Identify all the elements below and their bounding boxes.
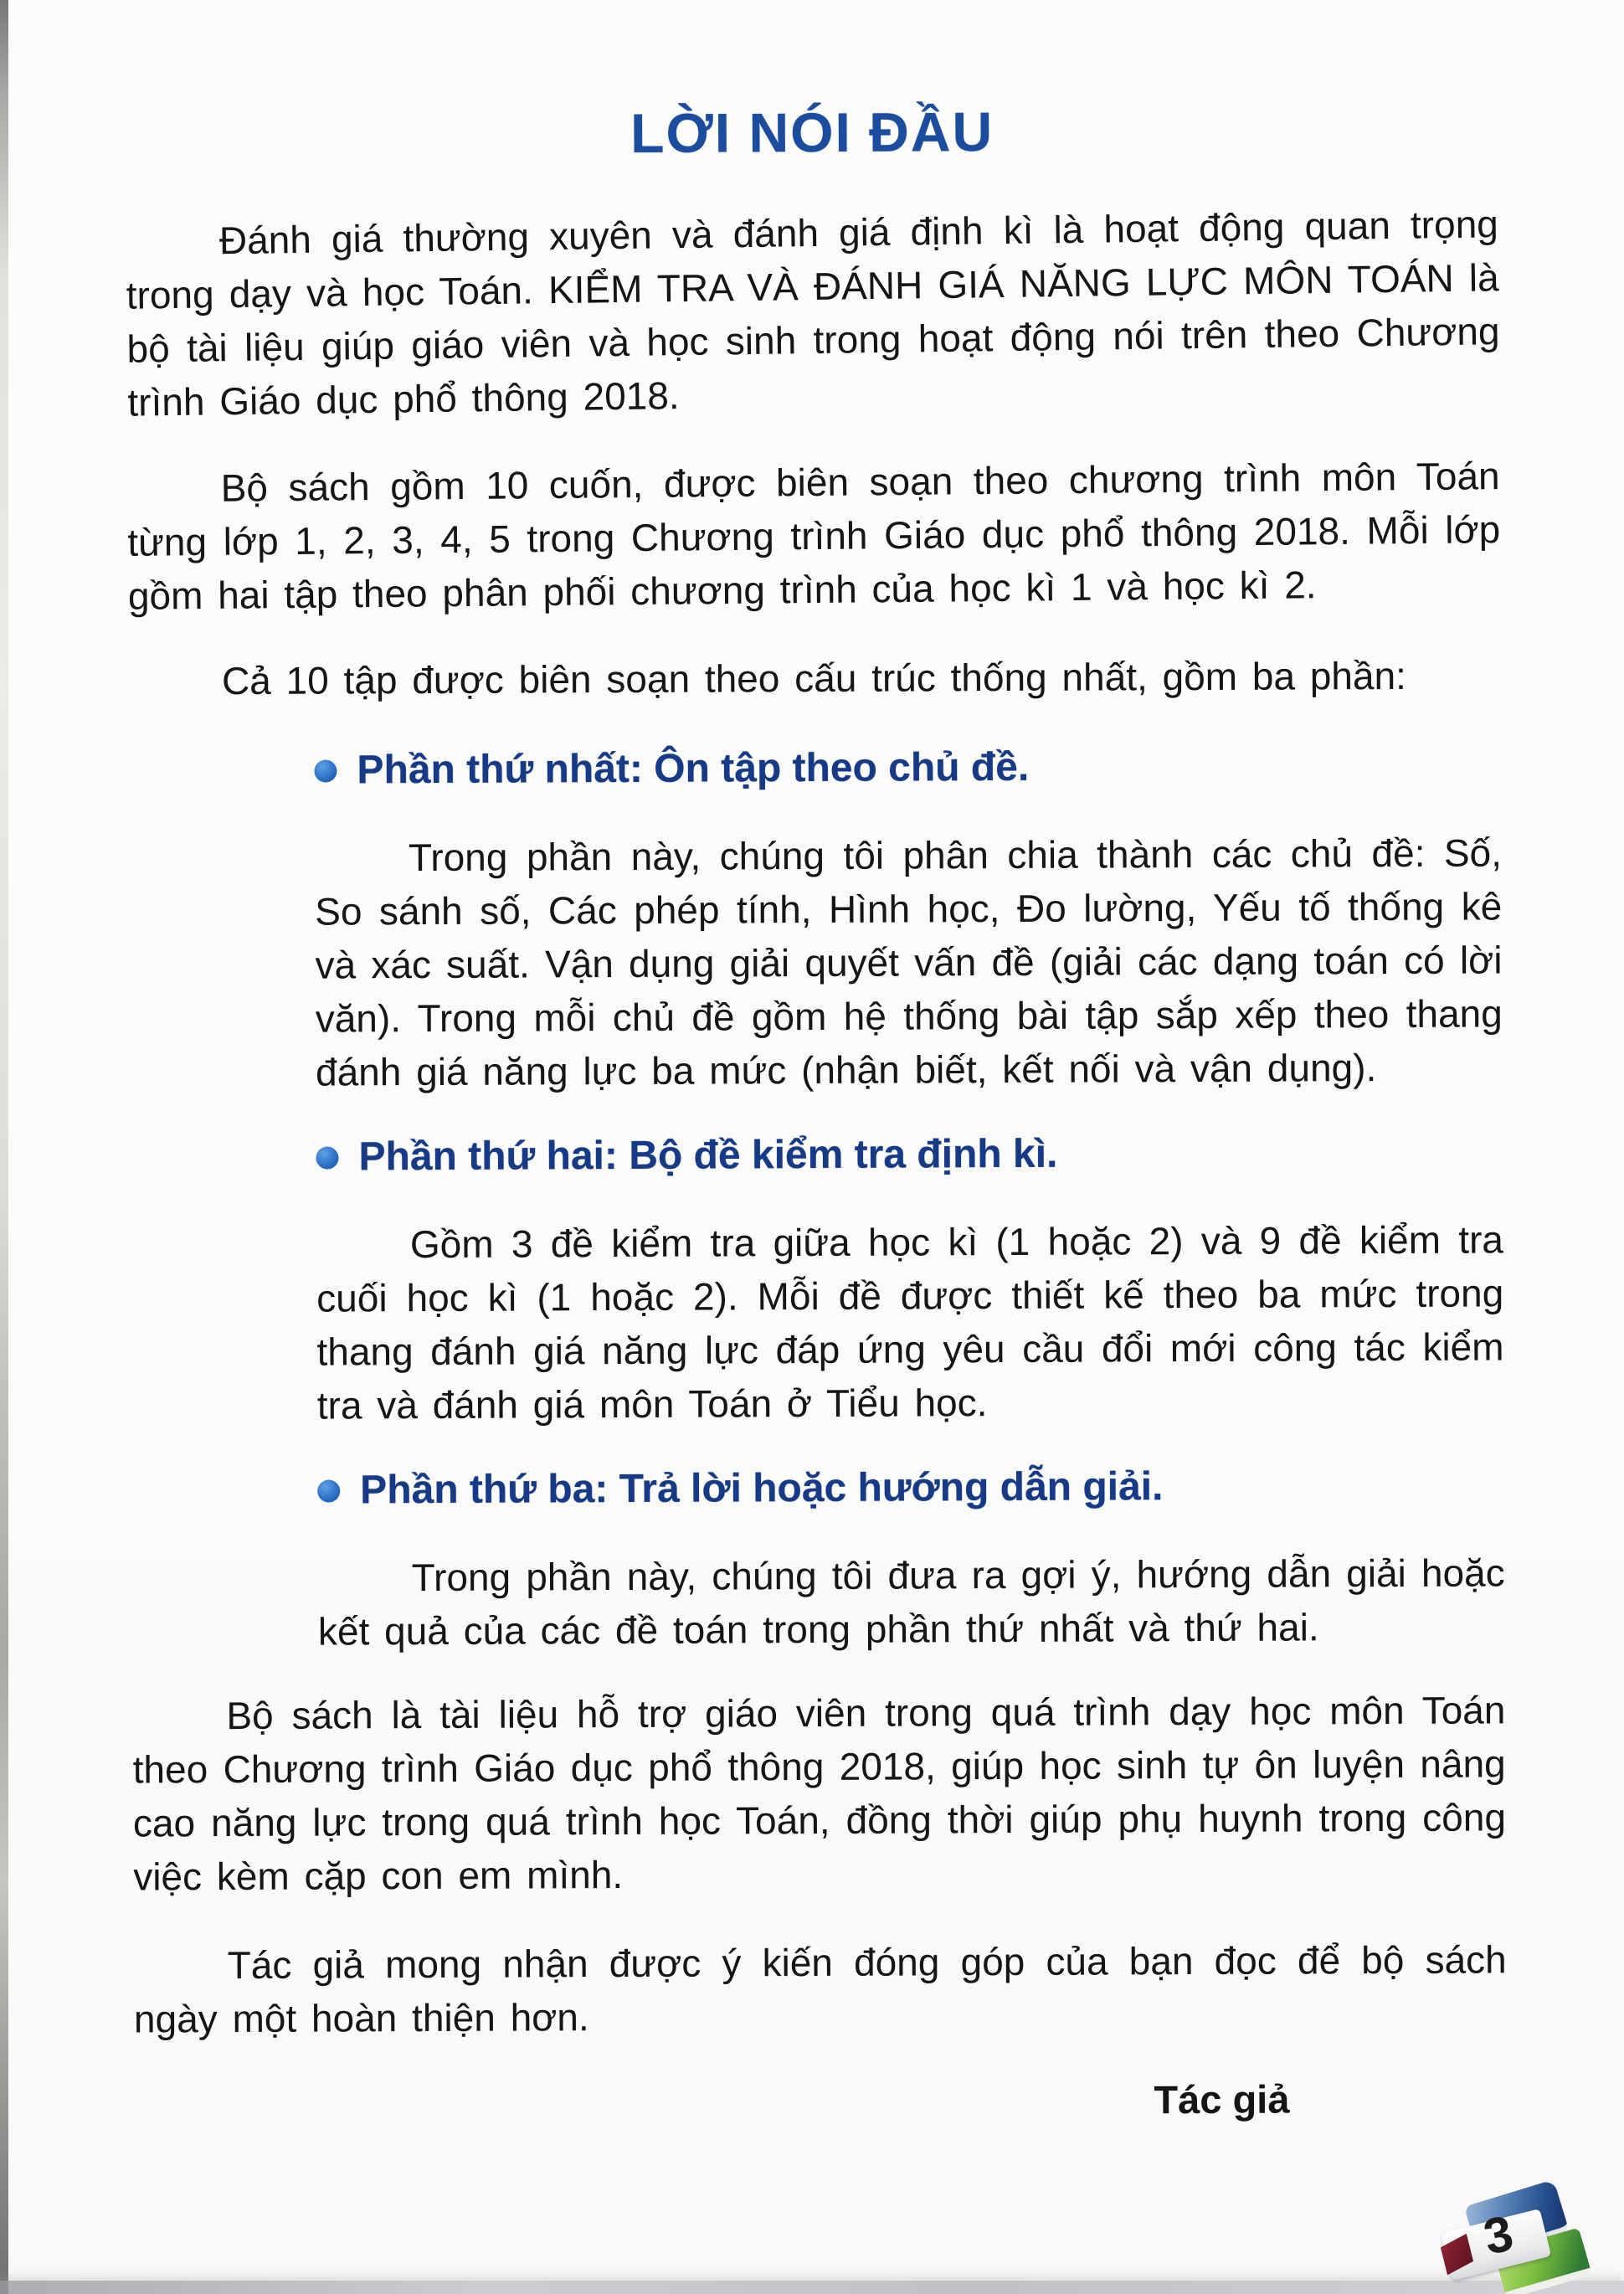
bullet-icon: [316, 1146, 338, 1169]
intro-paragraph-1: Đánh giá thường xuyên và đánh giá định kì là hoạt động quan trọng trong dạy và học Toán. KIỂM TRA VÀ ĐÁNH GIÁ NĂNG LỰC MÔN TOÁN là bộ tài liệu giúp giáo viên và học sinh trong hoạt động nói trên theo Chương trình Giáo dục phổ thông 2018.: [126, 202, 1500, 424]
closing-paragraph-2: Tác giả mong nhận được ý kiến đóng góp của bạn đọc để bộ sách ngày một hoàn thiện hơn.: [133, 1937, 1507, 2041]
intro-paragraph-3: Cả 10 tập được biên soạn theo cấu trúc thống nhất, gồm ba phần:: [221, 653, 1407, 703]
section-heading-row-1: [314, 737, 1501, 799]
scan-edge-bottom: [0, 2281, 1624, 2294]
bullet-icon: [317, 1479, 340, 1502]
page-title: LỜI NÓI ĐẦU: [630, 100, 994, 164]
scan-edge-left: [0, 0, 8, 2294]
preface-content: [126, 97, 1508, 2127]
page-number-badge: [1445, 2192, 1587, 2292]
section-heading-row-2: [316, 1124, 1503, 1186]
section-heading-3: Phần thứ ba: Trả lời hoặc hướng dẫn giải.: [360, 1464, 1164, 1513]
section-body-2: Gồm 3 đề kiểm tra giữa học kì (1 hoặc 2) và 9 đề kiểm tra cuối học kì (1 hoặc 2). Mỗi đề được thiết kế theo ba mức trong thang đánh giá năng lực đáp ứng yêu cầu đổi mới công tác kiểm tra và đánh giá môn Toán ở Tiểu học.: [316, 1217, 1504, 1427]
maroon-book-spine-icon: [1441, 2234, 1473, 2275]
author-signature: Tác giả: [1154, 2076, 1290, 2122]
section-body-1: Trong phần này, chúng tôi phân chia thành các chủ đề: Số, So sánh số, Các phép tính, Hình học, Đo lường, Yếu tố thống kê và xác suất. Vận dụng giải quyết vấn đề (giải các dạng toán có lời văn). Trong mỗi chủ đề gồm hệ thống bài tập sắp xếp theo thang đánh giá năng lực ba mức (nhận biết, kết nối và vận dụng).: [315, 831, 1503, 1094]
section-heading-2: Phần thứ hai: Bộ đề kiểm tra định kì.: [358, 1131, 1058, 1180]
section-heading-1: Phần thứ nhất: Ôn tập theo chủ đề.: [357, 744, 1030, 793]
section-body-3: Trong phần này, chúng tôi đưa ra gợi ý, hướng dẫn giải hoặc kết quả của các đề toán trong phần thứ nhất và thứ hai.: [317, 1551, 1505, 1654]
page-number: 3: [1478, 2204, 1519, 2266]
intro-paragraph-2: Bộ sách gồm 10 cuốn, được biên soạn theo chương trình môn Toán từng lớp 1, 2, 3, 4, 5 trong Chương trình Giáo dục phổ thông 2018. Mỗi lớp gồm hai tập theo phân phối chương trình của học kì 1 và học kì 2.: [127, 454, 1501, 618]
section-heading-row-3: [317, 1457, 1504, 1519]
closing-paragraph-1: Bộ sách là tài liệu hỗ trợ giáo viên trong quá trình dạy học môn Toán theo Chương trình Giáo dục phổ thông 2018, giúp học sinh tự ôn luyện nâng cao năng lực trong quá trình học Toán, đồng thời giúp phụ huynh trong công việc kèm cặp con em mình.: [132, 1688, 1507, 1899]
bullet-icon: [314, 759, 337, 782]
